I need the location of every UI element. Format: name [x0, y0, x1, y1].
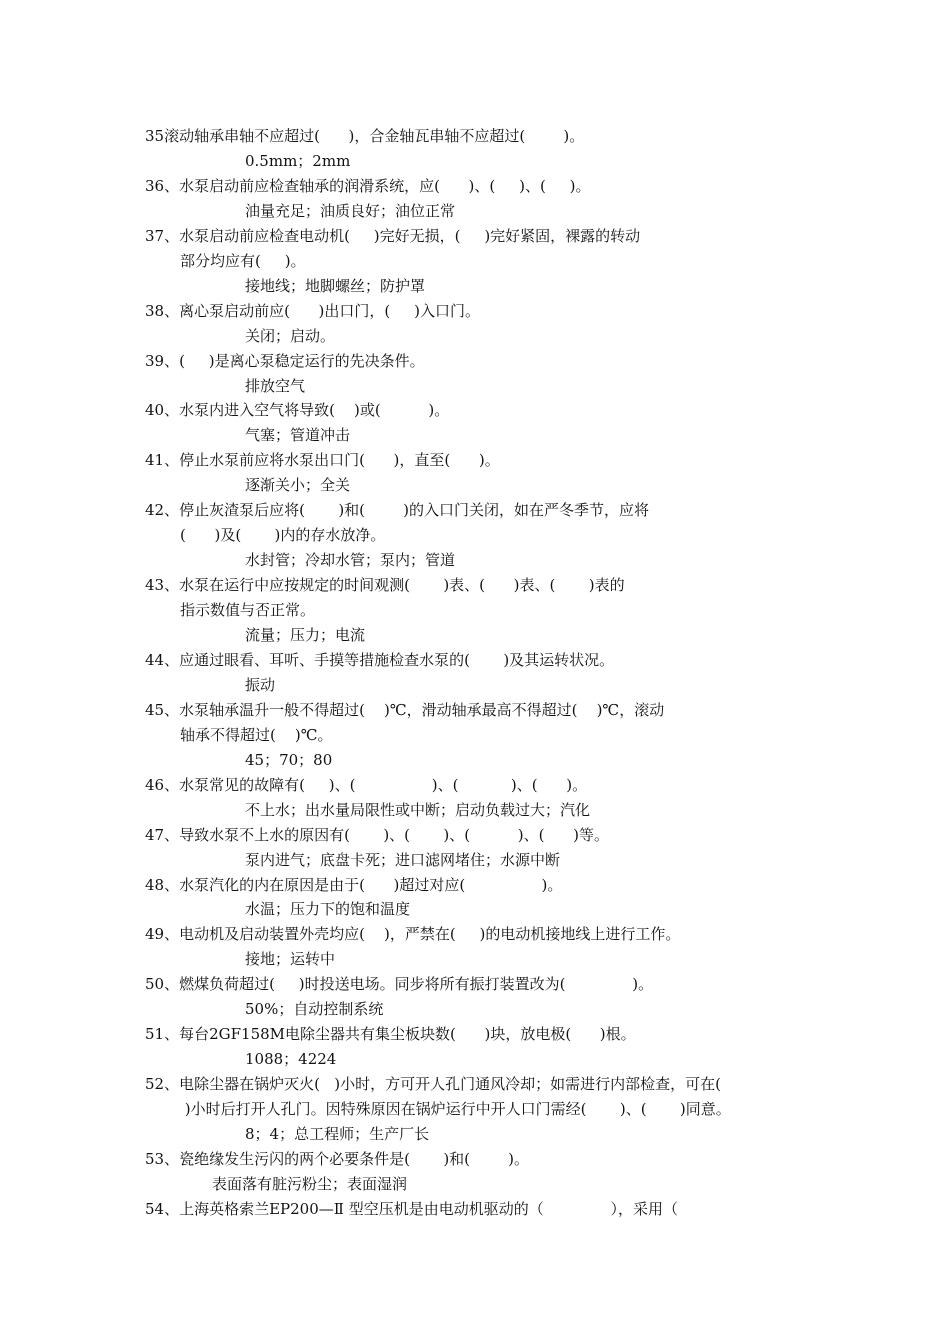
- question-line: 36、水泵启动前应检查轴承的润滑系统，应( )、( )、( )。: [145, 177, 591, 195]
- answer-line: 不上水；出水量局限性或中断；启动负载过大；汽化: [245, 801, 591, 819]
- question-line: 39、( )是离心泵稳定运行的先决条件。: [145, 352, 425, 370]
- question-line: 43、水泵在运行中应按规定的时间观测( )表、( )表、( )表的: [145, 576, 625, 594]
- question-line: 37、水泵启动前应检查电动机( )完好无损，( )完好紧固，裸露的转动: [145, 227, 641, 245]
- answer-line: 接地；运转中: [245, 950, 336, 968]
- answer-line: 45；70；80: [245, 751, 333, 769]
- question-continuation-line: ( )及( )内的存水放净。: [180, 526, 386, 544]
- answer-line: 50%；自动控制系统: [245, 1000, 384, 1018]
- question-line: 38、离心泵启动前应( )出口门，( )入口门。: [145, 302, 480, 320]
- question-line: 44、应通过眼看、耳听、手摸等措施检查水泵的( )及其运转状况。: [145, 651, 615, 669]
- answer-line: 表面落有脏污粉尘；表面湿润: [212, 1175, 408, 1193]
- answer-line: 排放空气: [245, 377, 306, 395]
- answer-line: 关闭；启动。: [245, 327, 336, 345]
- answer-line: 流量；压力；电流: [245, 626, 366, 644]
- answer-line: 8；4；总工程师；生产厂长: [245, 1125, 430, 1143]
- question-line: 40、水泵内进入空气将导致( )或( )。: [145, 401, 450, 419]
- answer-line: 水温；压力下的饱和温度: [245, 900, 411, 918]
- question-line: 48、水泵汽化的内在原因是由于( )超过对应( )。: [145, 876, 563, 894]
- question-line: 45、水泵轴承温升一般不得超过( )℃，滑动轴承最高不得超过( )℃，滚动: [145, 701, 665, 719]
- question-line: 47、导致水泵不上水的原因有( )、( )、( )、( )等。: [145, 826, 609, 844]
- question-line: 42、停止灰渣泵后应将( )和( )的入口门关闭，如在严冬季节，应将: [145, 501, 650, 519]
- question-line: 46、水泵常见的故障有( )、( )、( )、( )。: [145, 776, 588, 794]
- question-line: 53、瓷绝缘发生污闪的两个必要条件是( )和( )。: [145, 1150, 530, 1168]
- answer-line: 逐渐关小；全关: [245, 476, 351, 494]
- answer-line: 振动: [245, 676, 276, 694]
- question-line: 54、上海英格索兰EP200—Ⅱ 型空压机是由电动机驱动的（ ），采用（: [145, 1200, 678, 1218]
- question-continuation-line: 轴承不得超过( )℃。: [180, 726, 333, 744]
- answer-line: 水封管；冷却水管；泵内；管道: [245, 551, 456, 569]
- answer-line: 0.5mm；2mm: [245, 152, 351, 170]
- question-continuation-line: 指示数值与否正常。: [180, 601, 316, 619]
- answer-line: 1088；4224: [245, 1050, 337, 1068]
- question-line: 51、每台2GF158M电除尘器共有集尘板块数( )块，放电极( )根。: [145, 1025, 636, 1043]
- question-continuation-line: 部分均应有( )。: [180, 252, 306, 270]
- answer-line: 泵内进气；底盘卡死；进口滤网堵住；水源中断: [245, 851, 561, 869]
- answer-line: 油量充足；油质良好；油位正常: [245, 202, 456, 220]
- question-line: 49、电动机及启动装置外壳均应( )，严禁在( )的电动机接地线上进行工作。: [145, 925, 681, 943]
- answer-line: 接地线；地脚螺丝；防护罩: [245, 277, 426, 295]
- answer-line: 气塞；管道冲击: [245, 426, 351, 444]
- question-line: 52、电除尘器在锅炉灭火( )小时，方可开人孔门通风冷却；如需进行内部检查，可在(: [145, 1075, 721, 1093]
- question-line: 35滚动轴承串轴不应超过( )，合金轴瓦串轴不应超过( )。: [145, 127, 585, 145]
- question-line: 41、停止水泵前应将水泵出口门( )，直至( )。: [145, 451, 500, 469]
- question-line: 50、燃煤负荷超过( )时投送电场。同步将所有振打装置改为( )。: [145, 975, 654, 993]
- question-continuation-line: )小时后打开人孔门。因特殊原因在锅炉运行中开人口门需经( )、( )同意。: [180, 1100, 731, 1118]
